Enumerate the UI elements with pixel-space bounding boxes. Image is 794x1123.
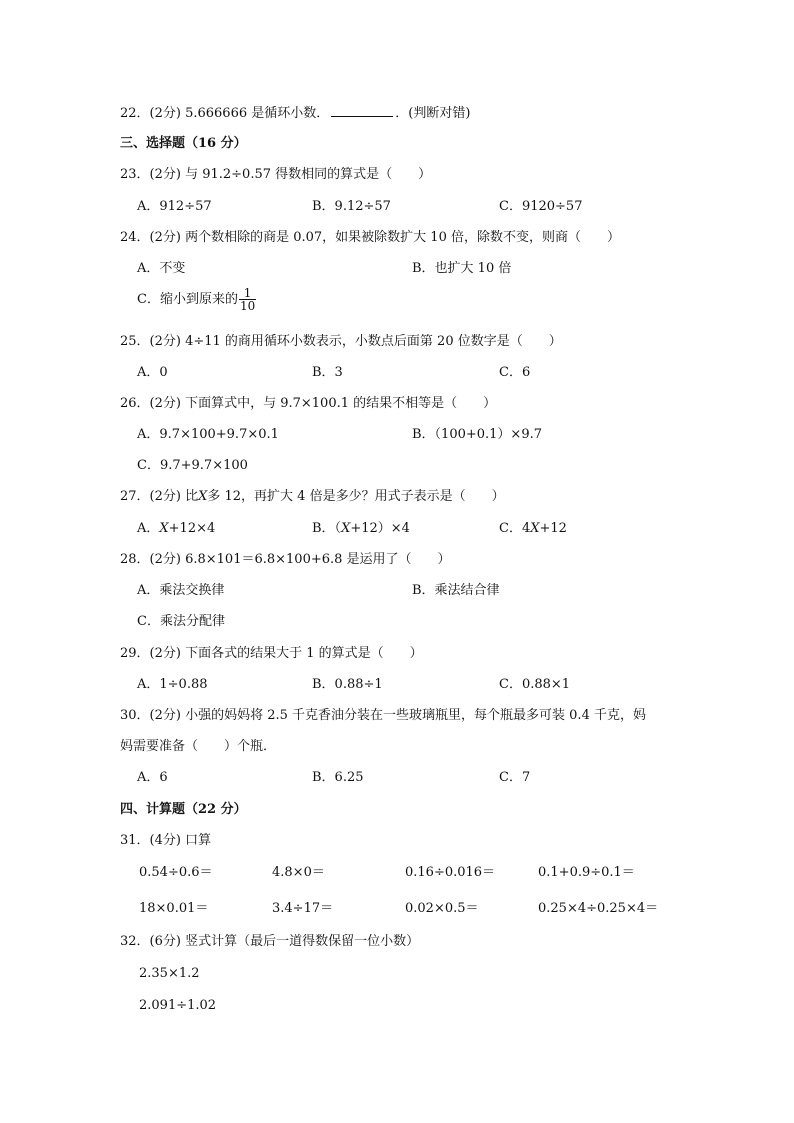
q28-option-a[interactable]: A．乘法交换律 xyxy=(137,583,225,598)
q24-option-c-text: C．缩小到原来的 xyxy=(137,292,238,307)
q26-option-c[interactable]: C．9.7+9.7×100 xyxy=(137,458,248,473)
question-26: 26．(2分) 下面算式中，与 9.7×100.1 的结果不相等是（ ） xyxy=(120,396,497,411)
fraction-numerator: 1 xyxy=(239,287,256,300)
q25-option-a[interactable]: A．0 xyxy=(137,365,168,380)
q26-option-b[interactable]: B．（100+0.1）×9.7 xyxy=(412,427,543,442)
q27-option-a[interactable] xyxy=(137,520,215,538)
q29-option-a[interactable]: A．1÷0.88 xyxy=(137,677,208,692)
option-suffix: +12×4 xyxy=(168,521,216,536)
question-32: 32．(6分) 竖式计算（最后一道得数保留一位小数） xyxy=(120,934,420,949)
q24-option-b[interactable]: B．也扩大 10 倍 xyxy=(412,261,512,276)
question-27-text-post: 多 12，再扩大 4 倍是多少？用式子表示是（ ） xyxy=(207,489,505,504)
question-22-text: 22．(2分) 5.666666 是循环小数． xyxy=(120,106,330,121)
q31-item: 0.54÷0.6＝ xyxy=(139,865,213,880)
question-27-text-pre: 27．(2分) 比 xyxy=(120,489,199,504)
q26-option-a[interactable]: A．9.7×100+9.7×0.1 xyxy=(137,427,279,442)
q31-item: 3.4÷17＝ xyxy=(272,901,334,916)
q24-option-a[interactable]: A．不变 xyxy=(137,261,186,276)
q29-option-b[interactable]: B．0.88÷1 xyxy=(312,677,383,692)
question-29: 29．(2分) 下面各式的结果大于 1 的算式是（ ） xyxy=(120,646,423,661)
q30-option-c[interactable]: C．7 xyxy=(499,770,531,785)
question-22-tail: ．(判断对错) xyxy=(395,106,471,121)
q31-item: 18×0.01＝ xyxy=(139,901,209,916)
option-suffix: +12 xyxy=(539,521,567,536)
question-25: 25．(2分) 4÷11 的商用循环小数表示，小数点后面第 20 位数字是（ ） xyxy=(120,334,562,349)
question-31: 31．(4分) 口算 xyxy=(120,833,212,848)
option-prefix: C．4 xyxy=(499,521,531,536)
question-28: 28．(2分) 6.8×101＝6.8×100+6.8 是运用了（ ） xyxy=(120,552,451,567)
q31-item: 0.16÷0.016＝ xyxy=(405,865,496,880)
q27-option-c[interactable] xyxy=(499,520,567,538)
q31-item: 0.1+0.9÷0.1＝ xyxy=(538,865,635,880)
answer-blank[interactable] xyxy=(331,104,393,117)
q28-option-c[interactable]: C．乘法分配律 xyxy=(137,614,225,629)
q24-option-c[interactable] xyxy=(137,287,256,312)
fraction xyxy=(239,287,256,312)
q32-item: 2.35×1.2 xyxy=(139,966,200,981)
variable-x: X xyxy=(530,521,540,536)
option-prefix: B．（ xyxy=(312,521,342,536)
q25-option-b[interactable]: B．3 xyxy=(312,365,343,380)
question-24: 24．(2分) 两个数相除的商是 0.07，如果被除数扩大 10 倍，除数不变，则商（ ） xyxy=(120,230,620,245)
option-suffix: +12）×4 xyxy=(350,521,410,536)
question-23: 23．(2分) 与 91.2÷0.57 得数相同的算式是（ ） xyxy=(120,167,432,182)
q23-option-b[interactable]: B．9.12÷57 xyxy=(312,199,391,214)
q30-option-a[interactable]: A．6 xyxy=(137,770,168,785)
question-30-line1: 30．(2分) 小强的妈妈将 2.5 千克香油分装在一些玻璃瓶里，每个瓶最多可装 0.4 千克，妈 xyxy=(120,708,646,723)
q28-option-b[interactable]: B．乘法结合律 xyxy=(412,583,500,598)
section-4-title: 四、计算题（22 分） xyxy=(120,802,247,817)
q23-option-a[interactable]: A．912÷57 xyxy=(137,199,212,214)
section-3-title: 三、选择题（16 分） xyxy=(120,136,247,151)
variable-x: X xyxy=(341,521,351,536)
q31-item: 0.25×4÷0.25×4＝ xyxy=(538,901,659,916)
q31-item: 0.02×0.5＝ xyxy=(405,901,479,916)
fraction-denominator: 10 xyxy=(239,299,256,313)
q23-option-c[interactable]: C．9120÷57 xyxy=(499,199,583,214)
question-22 xyxy=(120,104,470,123)
q31-item: 4.8×0＝ xyxy=(272,865,325,880)
q25-option-c[interactable]: C．6 xyxy=(499,365,531,380)
q32-item: 2.091÷1.02 xyxy=(139,998,217,1013)
question-27 xyxy=(120,488,505,506)
option-prefix: A． xyxy=(137,521,160,536)
question-30-line2: 妈需要准备（ ）个瓶． xyxy=(120,739,277,754)
variable-x: X xyxy=(159,521,169,536)
q29-option-c[interactable]: C．0.88×1 xyxy=(499,677,571,692)
q30-option-b[interactable]: B．6.25 xyxy=(312,770,364,785)
q27-option-b[interactable] xyxy=(312,520,410,538)
variable-x: X xyxy=(198,489,208,504)
